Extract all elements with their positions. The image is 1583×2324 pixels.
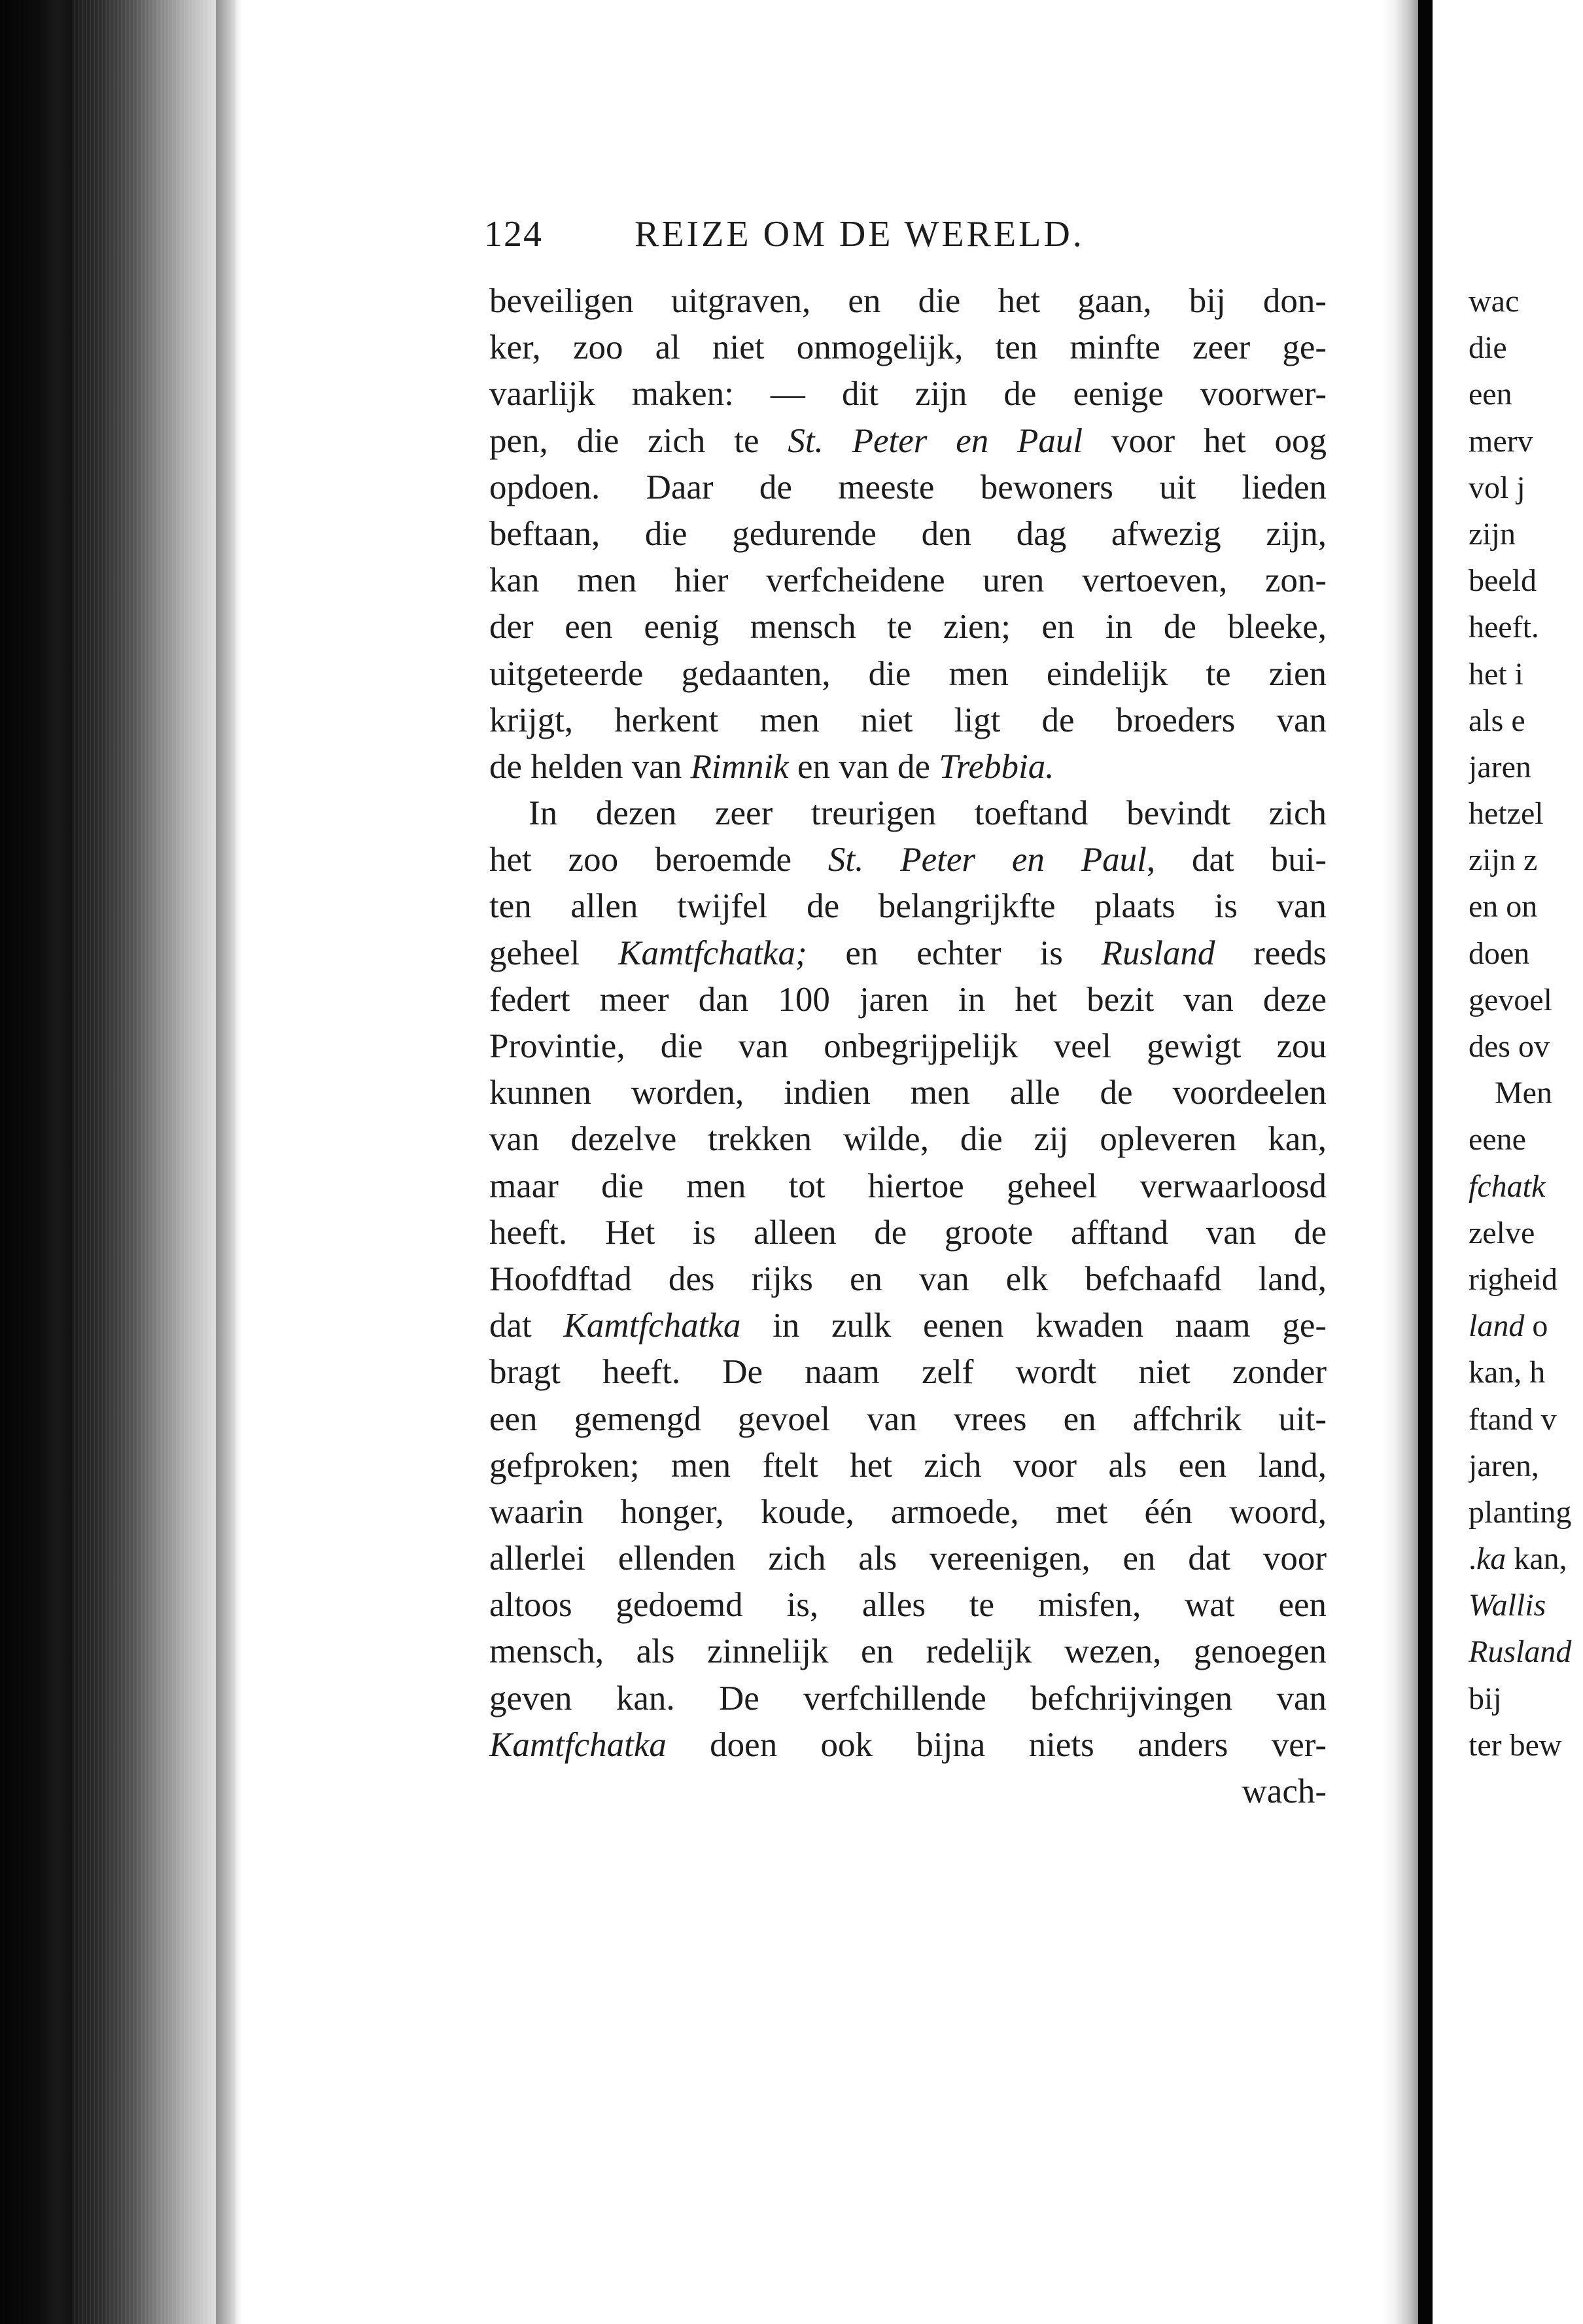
right-page-line [1469, 977, 1583, 1023]
right-page-line [1469, 1489, 1583, 1536]
right-page-fragment [1469, 278, 1583, 1769]
gutter-line [1418, 0, 1433, 2324]
text-span: krijgt, herkent men niet ligt de broeders van [489, 701, 1327, 739]
right-page-text: fchatk [1469, 1169, 1546, 1204]
book-spine [0, 0, 72, 2324]
text-span: gefproken; men ftelt het zich voor als een land, [489, 1446, 1327, 1485]
right-page-line [1469, 651, 1583, 697]
text-span: In dezen zeer treurigen toeftand bevindt zich [529, 794, 1327, 833]
text-line [489, 1536, 1327, 1582]
text-span: dat [489, 1307, 564, 1345]
page-header [484, 208, 1334, 260]
text-line [489, 1023, 1327, 1070]
right-page-text: righeid [1469, 1261, 1557, 1297]
right-page-text: merv [1469, 423, 1533, 459]
right-page-text: ftand v [1469, 1401, 1557, 1437]
text-span: bragt heeft. De naam zelf wordt niet zonder [489, 1353, 1327, 1392]
right-page-line [1469, 1070, 1583, 1116]
text-line [489, 1349, 1327, 1396]
text-line [489, 930, 1327, 977]
text-span: maar die men tot hiertoe geheel verwaarloosd [489, 1167, 1327, 1205]
italic-text: Kamtfchatka; [618, 934, 807, 972]
text-span: der een eenig mensch te zien; en in de bleeke, [489, 608, 1327, 646]
text-span: vaarlijk maken: — dit zijn de eenige voorwer- [489, 375, 1327, 414]
right-page-line [1469, 930, 1583, 977]
text-line [489, 1396, 1327, 1443]
right-page-text: ka [1476, 1541, 1506, 1577]
text-line [489, 1629, 1327, 1675]
text-line [489, 1722, 1327, 1769]
right-page-line [1469, 557, 1583, 604]
italic-text: St. Peter en Paul [827, 841, 1147, 879]
right-page-text: Wallis [1469, 1588, 1546, 1623]
italic-text: Kamtfchatka [563, 1307, 741, 1345]
text-line [489, 1769, 1327, 1815]
italic-text: Rusland [1101, 934, 1215, 972]
right-page-line [1469, 1116, 1583, 1163]
text-span: reeds [1215, 934, 1327, 972]
text-span: geheel [489, 934, 619, 972]
text-line [489, 1163, 1327, 1210]
text-span: federt meer dan 100 jaren in het bezit van deze [489, 980, 1327, 1019]
right-page-line [1469, 790, 1583, 837]
text-span: wach- [1242, 1772, 1327, 1810]
text-span: uitgeteerde gedaanten, die men eindelijk te zien [489, 654, 1327, 693]
text-span: een gemengd gevoel van vrees en affchrik uit- [489, 1400, 1327, 1438]
text-span: heeft. Het is alleen de groote afftand van de [489, 1213, 1327, 1252]
text-line [489, 1676, 1327, 1722]
right-page-text: een [1469, 377, 1512, 412]
right-page-line [1469, 744, 1583, 790]
text-span: beveiligen uitgraven, en die het gaan, bij don- [489, 282, 1327, 320]
running-head: REIZE OM DE WERELD. [635, 214, 1085, 255]
text-line [489, 1582, 1327, 1629]
line-suffix: o [1524, 1309, 1548, 1344]
right-page-line [1469, 1722, 1583, 1769]
right-page-text: jaren [1469, 749, 1531, 784]
text-span: allerlei ellenden zich als vereenigen, en dat voor [489, 1540, 1327, 1578]
right-page-text: doen [1469, 936, 1530, 971]
text-line [489, 1256, 1327, 1303]
text-span: opdoen. Daar de meeste bewoners uit lieden [489, 468, 1327, 506]
right-page-text: des ov [1469, 1029, 1550, 1064]
right-page-text: vol j [1469, 470, 1525, 505]
right-page-line [1469, 511, 1583, 557]
right-page-line [1469, 325, 1583, 371]
right-page-line [1469, 1163, 1583, 1210]
text-span: pen, die zich te [489, 421, 788, 460]
right-page-line [1469, 883, 1583, 930]
italic-text: Rimnik [690, 747, 789, 786]
right-page-text: die [1469, 330, 1507, 366]
text-span: mensch, als zinnelijk en redelijk wezen, genoegen [489, 1632, 1327, 1671]
text-line [489, 1070, 1327, 1116]
page-number: 124 [484, 214, 543, 255]
text-line [489, 511, 1327, 557]
right-page-line [1469, 1396, 1583, 1443]
text-span: Hoofdftad des rijks en van elk befchaafd land, [489, 1259, 1327, 1298]
right-page-text: hetzel [1469, 796, 1544, 832]
text-line [489, 651, 1327, 697]
text-span: , dat bui- [1146, 841, 1327, 879]
text-line [489, 1303, 1327, 1349]
text-line [489, 557, 1327, 604]
right-page-text: en on [1469, 889, 1538, 924]
right-page-line [1469, 604, 1583, 650]
right-page-text: planting [1469, 1494, 1572, 1530]
right-page-text: als e [1469, 703, 1525, 738]
text-span: beftaan, die gedurende den dag afwezig zijn, [489, 514, 1327, 553]
right-page-text: het i [1469, 656, 1523, 692]
right-page-text: kan, h [1469, 1355, 1546, 1390]
right-page-text: jaren, [1469, 1448, 1539, 1483]
main-page-text [489, 278, 1327, 1815]
text-line [489, 697, 1327, 744]
edge-shadow [216, 0, 242, 2324]
right-page-line [1469, 1349, 1583, 1396]
right-page-text: zijn [1469, 516, 1516, 552]
text-line [489, 371, 1327, 417]
right-page-line [1469, 1023, 1583, 1070]
text-span: in zulk eenen kwaden naam ge- [740, 1307, 1327, 1345]
text-span: kan men hier verfcheidene uren vertoeven, zon- [489, 561, 1327, 600]
text-span: voor het oog [1083, 421, 1327, 460]
italic-text: St. Peter en Paul [788, 421, 1083, 460]
text-line [489, 1210, 1327, 1256]
right-page-line [1469, 1256, 1583, 1303]
text-line [489, 744, 1327, 790]
italic-text: Trebbia. [939, 747, 1054, 786]
right-page-text: Men [1495, 1076, 1552, 1111]
text-span: Provintie, die van onbegrijpelijk veel gewigt zou [489, 1027, 1327, 1065]
right-page-line [1469, 1629, 1583, 1675]
text-span: ten allen twijfel de belangrijkfte plaats is van [489, 887, 1327, 926]
right-page-text: land [1469, 1309, 1525, 1344]
text-line [489, 883, 1327, 930]
right-page-text: zijn z [1469, 843, 1538, 878]
right-page-line [1469, 418, 1583, 465]
right-page-line [1469, 1676, 1583, 1722]
text-line [489, 977, 1327, 1023]
text-line [489, 1116, 1327, 1163]
text-span: waarin honger, koude, armoede, met één woord, [489, 1492, 1327, 1531]
right-page-line [1469, 1582, 1583, 1629]
right-page-text: wac [1469, 284, 1520, 319]
line-suffix: kan, [1506, 1541, 1567, 1577]
right-page-line [1469, 1536, 1583, 1582]
right-page-text: bij [1469, 1681, 1502, 1716]
right-page-line [1469, 278, 1583, 325]
text-span: en echter is [807, 934, 1102, 972]
right-page-line [1469, 1303, 1583, 1349]
right-page-text: ter bew [1469, 1727, 1562, 1763]
right-page-line [1469, 371, 1583, 417]
text-span: kunnen worden, indien men alle de voordeelen [489, 1074, 1327, 1112]
text-line [489, 418, 1327, 465]
text-span: de helden van [489, 747, 691, 786]
right-page-line [1469, 1443, 1583, 1489]
text-line [489, 837, 1327, 883]
text-span: en van de [788, 747, 939, 786]
text-line [489, 465, 1327, 511]
text-line [489, 790, 1327, 837]
right-page-line [1469, 465, 1583, 511]
right-page-text: heeft. [1469, 610, 1539, 645]
text-span: ker, zoo al niet onmogelijk, ten minfte zeer ge- [489, 328, 1327, 367]
text-line [489, 1443, 1327, 1489]
italic-text: Kamtfchatka [489, 1725, 667, 1764]
text-line [489, 278, 1327, 325]
page-gutter [1382, 0, 1421, 2324]
text-span: doen ook bijna niets anders ver- [666, 1725, 1327, 1764]
right-page-text: Rusland [1469, 1634, 1572, 1670]
text-line [489, 604, 1327, 650]
text-line [489, 325, 1327, 371]
text-span: geven kan. De verfchillende befchrijvingen van [489, 1679, 1327, 1717]
text-line [489, 1489, 1327, 1536]
right-page-line [1469, 837, 1583, 883]
text-span: altoos gedoemd is, alles te misfen, wat een [489, 1586, 1327, 1625]
right-page-text: eene [1469, 1122, 1526, 1157]
right-page-line [1469, 697, 1583, 744]
right-page-line [1469, 1210, 1583, 1256]
right-page-text: zelve [1469, 1215, 1535, 1250]
right-page-text: beeld [1469, 563, 1537, 599]
page-fore-edge [72, 0, 235, 2324]
line-prefix: . [1469, 1541, 1476, 1577]
right-page-text: gevoel [1469, 982, 1552, 1017]
text-span: van dezelve trekken wilde, die zij opleveren kan, [489, 1120, 1327, 1159]
text-span: het zoo beroemde [489, 841, 828, 879]
